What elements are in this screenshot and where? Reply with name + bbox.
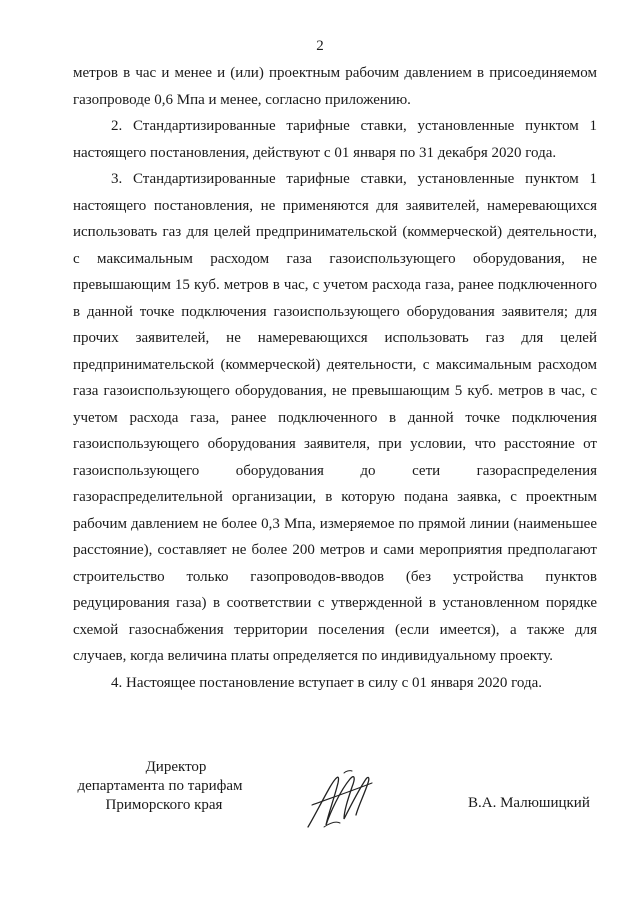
signatory-title-line3: Приморского края [105, 797, 223, 813]
paragraph-4: 4. Настоящее постановление вступает в силу с 01 января 2020 года. [111, 674, 543, 691]
signatory-title [60, 758, 260, 815]
signatory-name: В.А. Малюшицкий [468, 795, 590, 811]
signatory-title-line2: департамента по тарифам [77, 778, 243, 794]
paragraph-3: 3. Стандартизированные тарифные ставки, установленные пунктом 1 настоящего постановления, не применяются для заявителей, намеревающихся использовать газ для целей предпринимательской (коммерческой) деятельности, с максимальным расходом газа газоиспользующего оборудования, не превышающим 15 куб. метров в час, с учетом расхода газа, ранее подключенного в данной точке подключения газоиспользующего оборудования заявителя; для прочих заявителей, не намеревающихся использовать газ для целей предпринимательской (коммерческой) деятельности, с максимальным расходом газа газоиспользующего оборудования, не превышающим 5 куб. метров в час, с учетом расхода газа, ранее подключенного в данной точке подключения газоиспользующего оборудования заявителя, при условии, что расстояние от газоиспользующего оборудования до сети газораспределения газораспределительной организации, в которую подана заявка, с проектным рабочим давлением не более 0,3 Мпа, измеряемое по прямой линии (наименьшее расстояние), составляет не более 200 метров и сами мероприятия предполагают строительство только газопроводов-вводов (без устройства пунктов редуцирования газа) в соответствии с утвержденной в установленном порядке схемой газоснабжения территории поселения (если имеется), а также для случаев, когда величина платы определяется по индивидуальному проекту. [73, 171, 597, 664]
signatory-title-line1: Директор [145, 759, 207, 775]
page-number: 2 [316, 38, 324, 54]
document-body [73, 60, 597, 696]
handwritten-signature-icon [300, 765, 380, 835]
paragraph-continuation: метров в час и менее и (или) проектным рабочим давлением в присоединяемом газопроводе 0,6 Мпа и менее, согласно приложению. [73, 65, 597, 108]
paragraph-2: 2. Стандартизированные тарифные ставки, установленные пунктом 1 настоящего постановления, действуют с 01 января по 31 декабря 2020 года. [73, 118, 597, 161]
